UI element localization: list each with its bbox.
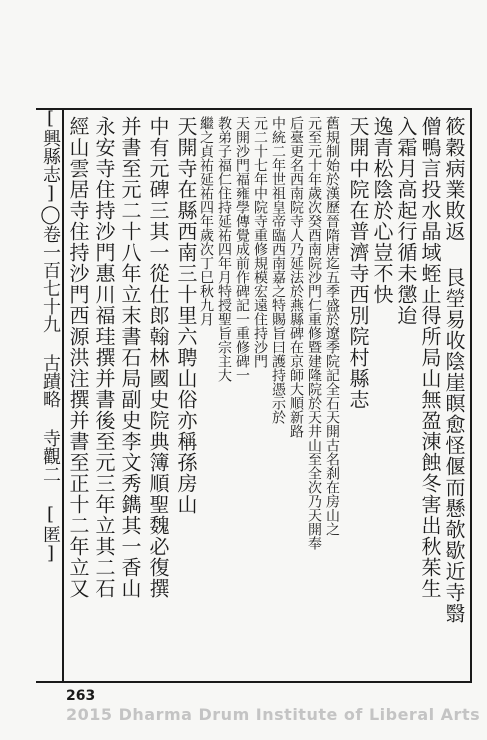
watermark: 2015 Dharma Drum Institute of Liberal Arts bbox=[66, 705, 481, 724]
text-column-12: 教弟子福仁住持延祐四年月特授聖旨宗主大 bbox=[216, 116, 232, 382]
text-column-15: 中有元碑三其一從仕郎翰林國史院典簿順聖魏必復撰 bbox=[146, 116, 170, 599]
text-column-17: 永安寺住持沙門惠川福珪撰并書後至元三年立其二石 bbox=[92, 116, 116, 599]
frame-top-line bbox=[36, 108, 472, 110]
text-column-8: 后臺更名西南院寺人乃延法於燕縣碑在京師大順新路 bbox=[288, 116, 304, 438]
text-column-9: 中統二年世祖皇帝臨西南嘉之特賜旨曰護持憑示於 bbox=[270, 116, 286, 424]
frame-right-line bbox=[470, 108, 472, 683]
frame-bottom-line bbox=[36, 681, 472, 683]
margin-header: [興縣志]◯卷一百七十九 古蹟略 寺觀二 [匿] bbox=[36, 108, 64, 683]
text-column-13: 繼之貞祐延祐四年歲次丁巳秋九月 bbox=[198, 116, 214, 326]
text-column-5: 天開中院在普濟寺西別院村縣志 bbox=[346, 116, 370, 410]
text-column-6: 舊規制始於漢歷晉隋唐迄五季盛於遼季院記全石天開古名刹在房山之 bbox=[324, 116, 340, 536]
text-block bbox=[36, 108, 472, 683]
text-column-11: 天開沙門福雍學傳覺成前作碑記一重修碑一 bbox=[234, 116, 250, 382]
text-column-1: 筱穀病業敗返 艮塋易收陰崖瞑愈怪偃而懸欹歇近寺翳 bbox=[442, 116, 466, 624]
text-column-4: 逸青松陰於心豈不快 bbox=[370, 116, 394, 305]
text-column-2: 僧鴨言投水晶域蛭止得所局山無盈涷蝕冬害出秋茱生 bbox=[418, 116, 442, 599]
text-column-3: 入霜月高起行循未懲迨 bbox=[394, 116, 418, 326]
page-number: 263 bbox=[66, 688, 96, 704]
text-column-14: 天開寺在縣西南三十里六聘山俗亦稱孫房山 bbox=[174, 116, 198, 515]
text-column-16: 并書至元二十八年立末書石局副史李文秀鐫其一香山 bbox=[118, 116, 142, 599]
text-column-18: 經山雲居寺住持沙門西源洪注撰并書至正十二年立又 bbox=[66, 116, 90, 599]
text-column-10: 元二十七年中院寺重修規模宏遠住持沙門 bbox=[252, 116, 268, 368]
text-column-7: 元至元十年歲次癸酉南院沙門仁重修暨建隆院於天井山至全次乃天開奉 bbox=[306, 116, 322, 550]
